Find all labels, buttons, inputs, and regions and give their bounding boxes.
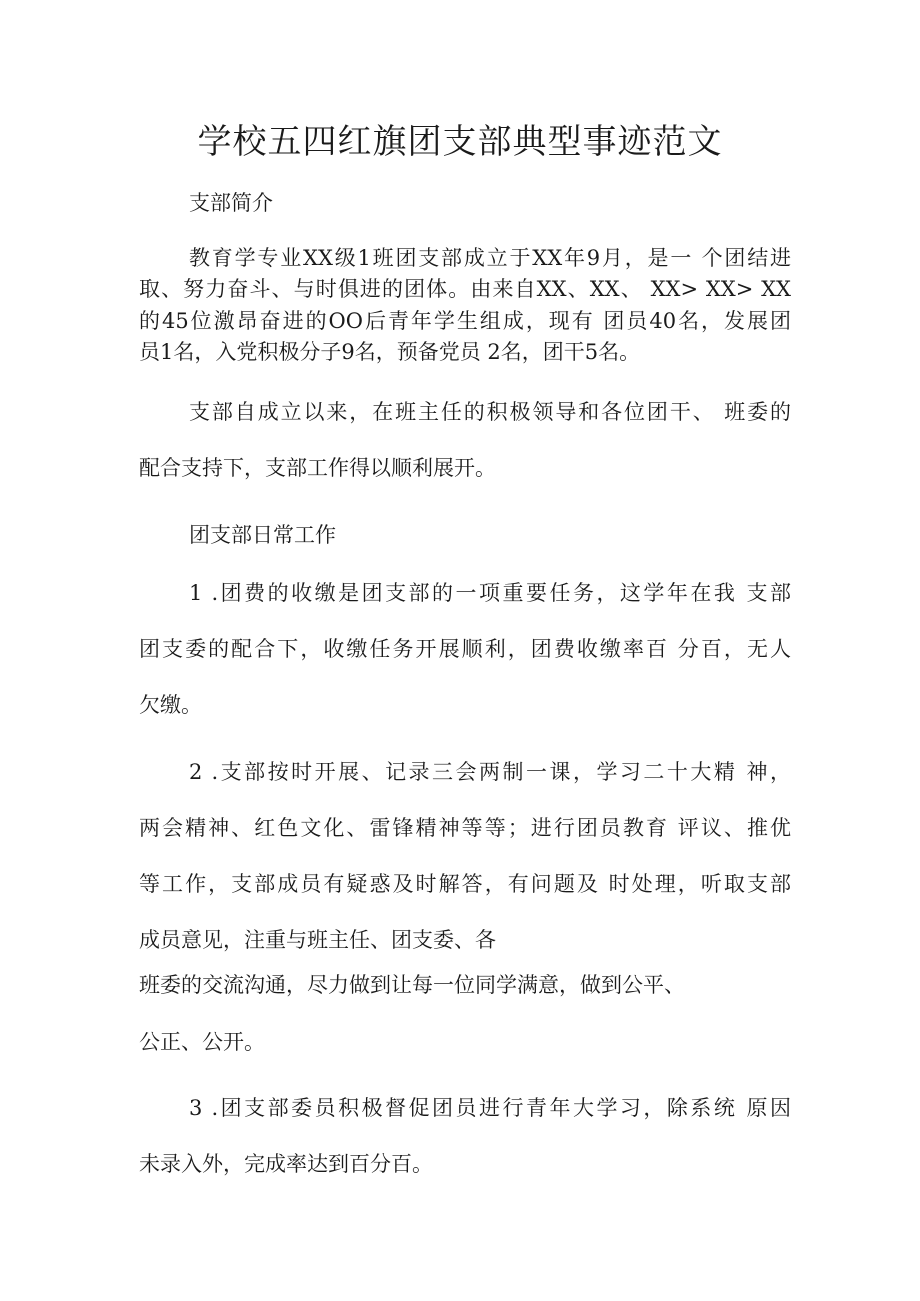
section-heading-daily-work: 团支部日常工作 — [189, 523, 336, 547]
text-line: 的45位激昂奋进的OO后青年学生组成，现有 团员40名，发展团 — [139, 309, 791, 333]
text-line: 教育学专业XX级1班团支部成立于XX年9月，是一 个团结进 — [189, 246, 791, 270]
text-line: 班委的交流沟通，尽力做到让每一位同学满意，做到公平、 — [139, 973, 685, 997]
text-line: 公正、公开。 — [139, 1030, 265, 1054]
section-heading-branch-intro: 支部简介 — [189, 191, 273, 215]
text-line: 两会精神、红色文化、雷锋精神等等；进行团员教育 评议、推优 — [139, 816, 791, 840]
text-line: 等工作，支部成员有疑惑及时解答，有问题及 时处理，听取支部 — [139, 872, 791, 896]
text-line: 1 .团费的收缴是团支部的一项重要任务，这学年在我 支部 — [189, 581, 791, 605]
text-line: 员1名，入党积极分子9名，预备党员 2名，团干5名。 — [139, 340, 641, 364]
document-title: 学校五四红旗团支部典型事迹范文 — [197, 122, 723, 162]
text-line: 支部自成立以来，在班主任的积极领导和各位团干、 班委的 — [189, 400, 791, 424]
text-line: 配合支持下，支部工作得以顺利展开。 — [139, 456, 496, 480]
text-line: 欠缴。 — [139, 693, 202, 717]
text-line: 团支委的配合下，收缴任务开展顺利，团费收缴率百 分百，无人 — [139, 637, 791, 661]
text-line: 取、努力奋斗、与时俱进的团体。由来自XX、XX、 XX> XX> XX — [139, 277, 791, 301]
text-line: 3 .团支部委员积极督促团员进行青年大学习，除系统 原因 — [189, 1096, 791, 1120]
text-line: 2 .支部按时开展、记录三会两制一课，学习二十大精 神， — [189, 760, 791, 784]
text-line: 未录入外，完成率达到百分百。 — [139, 1152, 433, 1176]
text-line: 成员意见，注重与班主任、团支委、各 — [139, 928, 496, 952]
